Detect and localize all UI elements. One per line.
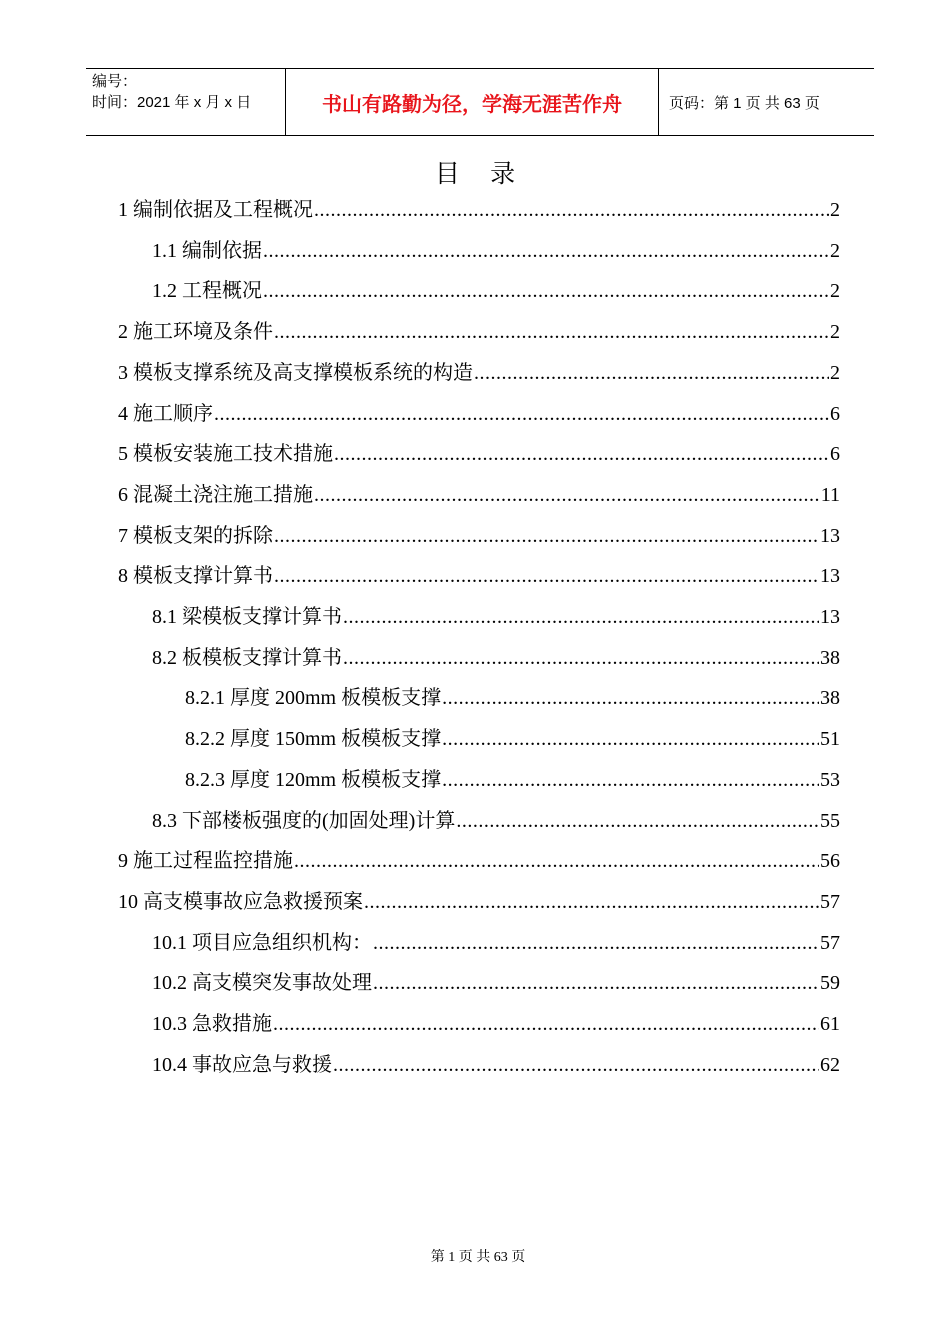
toc-entry[interactable]	[185, 670, 840, 710]
toc-entry-page: 38	[820, 687, 840, 710]
toc-entry-page: 13	[820, 565, 840, 588]
toc-leader-dots	[456, 809, 819, 833]
toc-entry[interactable]	[152, 589, 840, 629]
time-label: 时间：2021 年 x 月 x 日	[92, 94, 252, 111]
toc-entry-page: 61	[820, 1013, 840, 1035]
toc-entry[interactable]	[152, 915, 840, 955]
toc-entry[interactable]	[118, 386, 840, 426]
toc-entry-page: 6	[830, 402, 840, 425]
toc-entry[interactable]	[118, 426, 840, 466]
toc-leader-dots	[333, 1053, 819, 1077]
toc-entry-page: 11	[820, 483, 840, 506]
toc-entry-label: 8.2.3 厚度 120mm 板模板支撑	[185, 768, 442, 791]
toc-entry-label: 10.2 高支模突发事故处理	[152, 972, 372, 995]
toc-entry-page: 2	[830, 199, 840, 221]
toc-leader-dots	[343, 605, 819, 629]
toc-entry-label: 9 施工过程监控措施	[118, 850, 293, 873]
toc-entry-page: 57	[820, 931, 840, 954]
toc-entry-page: 13	[820, 524, 840, 547]
toc-entry[interactable]	[118, 467, 840, 507]
toc-entry-page: 53	[820, 768, 840, 791]
toc-leader-dots	[442, 686, 819, 710]
toc-entry-label: 3 模板支撑系统及高支撑模板系统的构造	[118, 361, 473, 384]
toc-entry-label: 8.2 板模板支撑计算书	[152, 646, 342, 669]
toc-entry-label: 8.3 下部楼板强度的(加固处理)计算	[152, 809, 456, 832]
toc-leader-dots	[442, 727, 819, 751]
toc-entry-page: 2	[830, 361, 840, 384]
toc-entry-label: 10.3 急救措施	[152, 1013, 272, 1035]
toc-entry[interactable]	[152, 223, 840, 263]
toc-leader-dots	[474, 361, 829, 385]
toc-title: 目 录	[434, 161, 528, 188]
number-label: 编号：	[92, 73, 138, 90]
toc-entry-page: 38	[820, 646, 840, 669]
toc-entry[interactable]	[118, 874, 840, 914]
toc-leader-dots	[294, 849, 819, 873]
toc-leader-dots	[442, 768, 819, 792]
toc-entry-label: 10 高支模事故应急救援预案	[118, 890, 363, 913]
toc-leader-dots	[314, 198, 829, 222]
header-page-info: 页码：第 1 页 共 63 页	[669, 94, 820, 112]
toc-entry-page: 2	[830, 239, 840, 262]
toc-entry-page: 2	[830, 280, 840, 303]
toc-entry-label: 10.1 项目应急组织机构：	[152, 931, 372, 954]
toc-entry-page: 51	[820, 728, 840, 751]
toc-entry-label: 4 施工顺序	[118, 402, 213, 425]
toc-leader-dots	[274, 524, 819, 548]
toc-entry-label: 7 模板支架的拆除	[118, 524, 273, 547]
toc-leader-dots	[364, 890, 819, 914]
toc-leader-dots	[263, 239, 829, 263]
toc-entry[interactable]	[152, 793, 840, 833]
toc-leader-dots	[373, 931, 819, 955]
header-motto: 书山有路勤为径，学海无涯苦作舟	[286, 69, 659, 135]
toc-entry[interactable]	[152, 263, 840, 303]
toc-entry-page: 56	[820, 850, 840, 873]
toc-entry-label: 10.4 事故应急与救援	[152, 1053, 332, 1076]
toc-entry-page: 55	[820, 809, 840, 832]
toc-leader-dots	[214, 402, 829, 426]
toc-entry-label: 2 施工环境及条件	[118, 321, 273, 344]
toc-entry-label: 1.2 工程概况	[152, 280, 262, 303]
document-header	[86, 68, 874, 136]
toc-entry-page: 13	[820, 606, 840, 628]
page-footer: 第 1 页 共 63 页	[430, 1250, 526, 1265]
toc-leader-dots	[263, 279, 829, 303]
toc-entry[interactable]	[118, 508, 840, 548]
toc-entry[interactable]	[185, 752, 840, 792]
toc-leader-dots	[314, 483, 820, 507]
toc-entry[interactable]	[152, 630, 840, 670]
toc-entry-page: 6	[830, 443, 840, 466]
toc-entry[interactable]	[118, 548, 840, 588]
toc-entry[interactable]	[152, 996, 840, 1036]
toc-entry-page: 59	[820, 972, 840, 995]
toc-entry-page: 57	[820, 890, 840, 913]
toc-entry[interactable]	[185, 711, 840, 751]
toc-leader-dots	[343, 646, 819, 670]
header-meta	[86, 69, 286, 135]
toc-entry-label: 8.2.2 厚度 150mm 板模板支撑	[185, 728, 442, 751]
toc-leader-dots	[274, 320, 829, 344]
toc-entry-label: 1 编制依据及工程概况	[118, 199, 313, 221]
toc-leader-dots	[274, 564, 819, 588]
toc-leader-dots	[373, 971, 819, 995]
toc-entry[interactable]	[118, 304, 840, 344]
toc-entry[interactable]	[118, 833, 840, 873]
toc-entry[interactable]	[152, 955, 840, 995]
toc-entry-label: 5 模板安装施工技术措施	[118, 443, 333, 466]
toc-entry-label: 8.2.1 厚度 200mm 板模板支撑	[185, 687, 442, 710]
toc-entry[interactable]	[118, 345, 840, 385]
toc-entry-page: 62	[820, 1053, 840, 1076]
toc-entry[interactable]	[118, 182, 840, 222]
toc-entry-label: 8 模板支撑计算书	[118, 565, 273, 588]
toc-entry-label: 6 混凝土浇注施工措施	[118, 483, 313, 506]
toc-leader-dots	[273, 1012, 819, 1036]
toc-entry[interactable]	[152, 1037, 840, 1077]
toc-leader-dots	[334, 442, 829, 466]
toc-entry-label: 1.1 编制依据	[152, 239, 262, 262]
toc-entry-label: 8.1 梁模板支撑计算书	[152, 606, 342, 628]
toc-entry-page: 2	[830, 321, 840, 344]
